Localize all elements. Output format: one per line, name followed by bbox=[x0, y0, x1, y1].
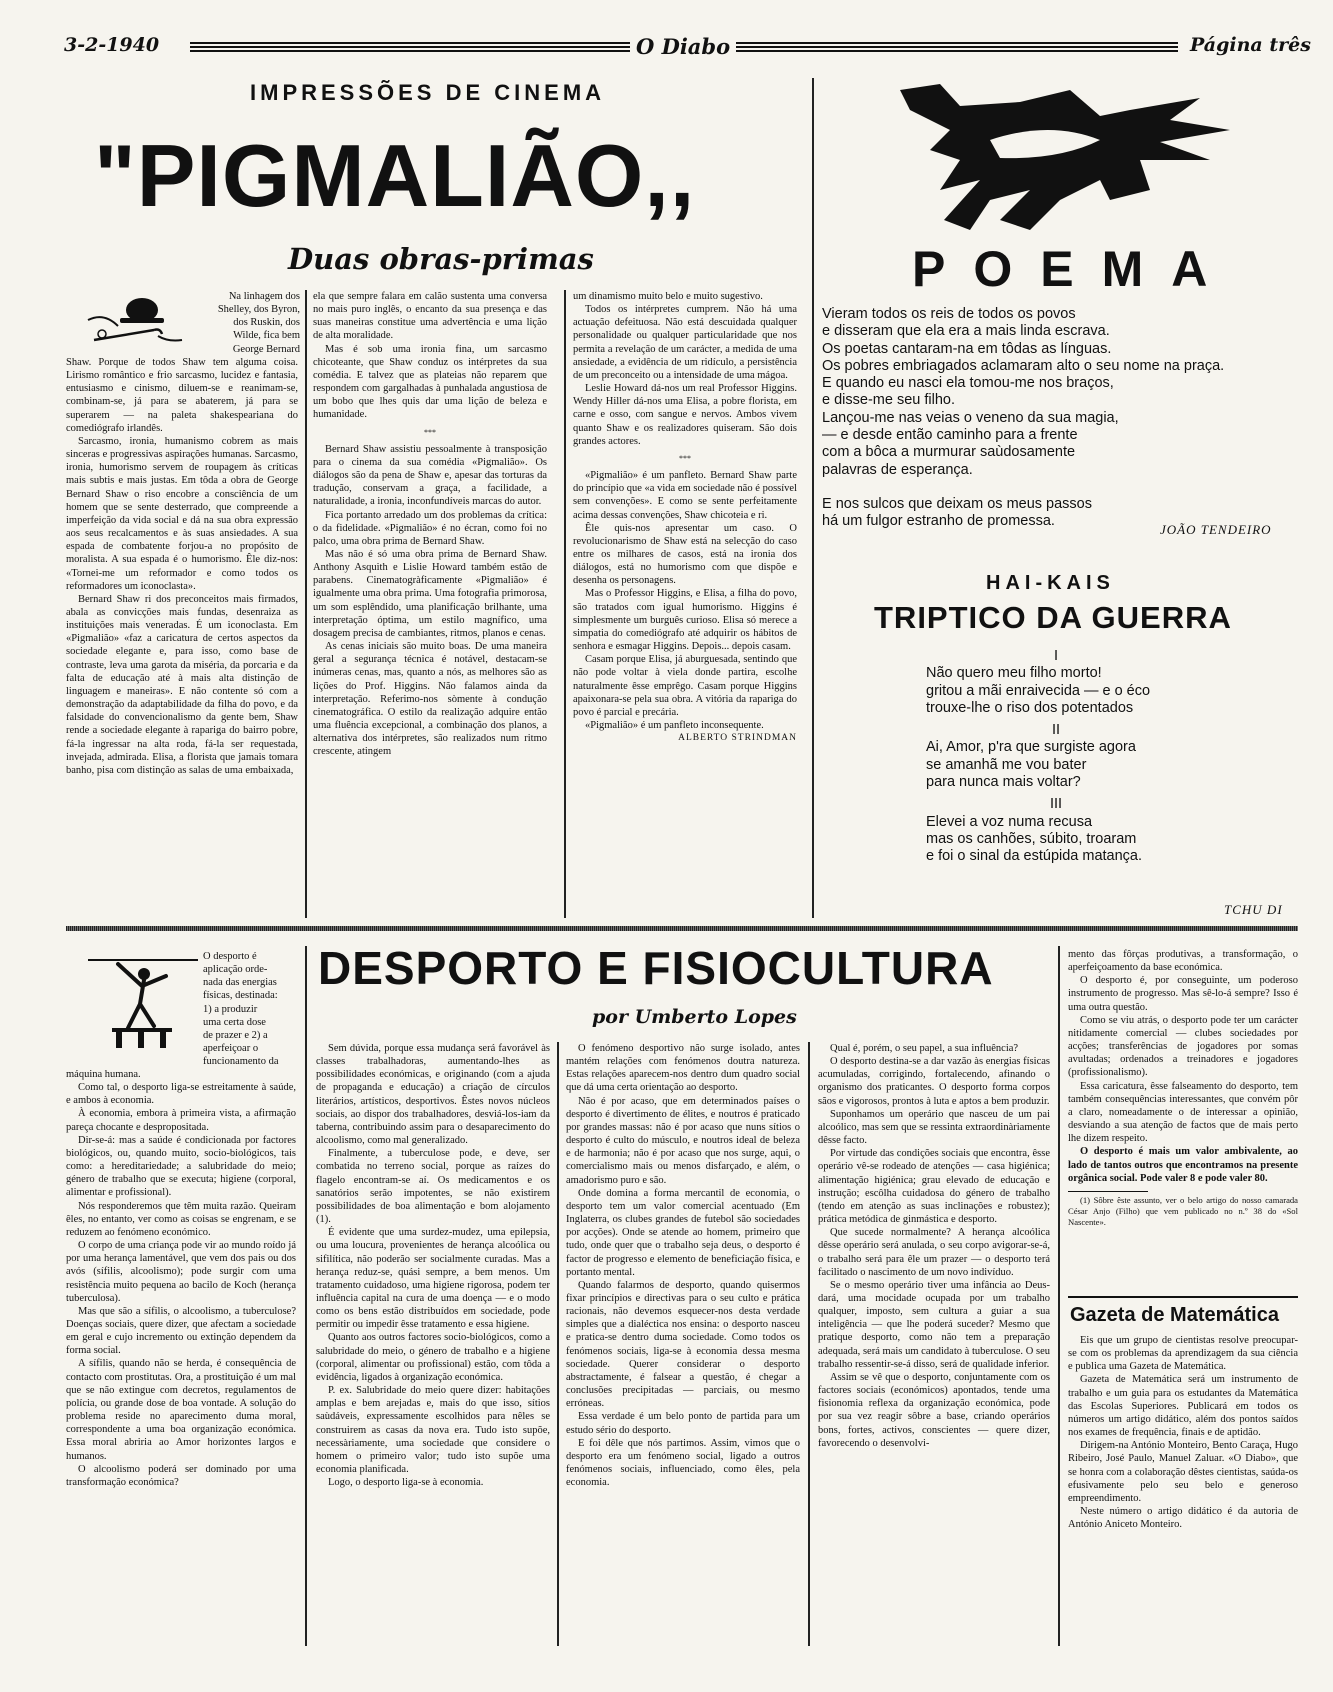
poem-line: E nos sulcos que deixam os meus passos bbox=[822, 495, 1092, 512]
lead-line: aperfeiçoar o bbox=[203, 1043, 259, 1055]
cinema-subtitle: Duas obras-primas bbox=[288, 242, 594, 276]
poem-line: Ai, Amor, p'ra que surgiste agora bbox=[926, 739, 1136, 756]
poem-line: e foi o sinal da estúpida matança. bbox=[926, 848, 1143, 865]
paragraph: Não é por acaso, que em determinados países o desporto é divertimento de élites, e noutros é praticado por grandes massas: não é por acaso que nuns sítios o desporto é culto do músculo, e noutros ideal de beleza e de harmonia; não é por acaso que nos surge, aqui, o comercialismo mais ou menos disfarçado, e além, o amadorismo puro e são. bbox=[566, 1095, 800, 1186]
cinema-column-3 bbox=[573, 290, 797, 918]
paragraph: Que sucede normalmente? A herança alcoólica dêsse operário será anulada, o seu corpo avigorar-se-á, o trabalho será para êle um prazer — o desporto terá facilitado o nascimento de um novo indivíduo. bbox=[818, 1227, 1050, 1278]
paragraph: O corpo de uma criança pode vir ao mundo roído já por uma herança lamentável, que vem dos pais ou dos avós (sífilis, alcoolismo); pode surgir com uma resistência muito pequena ao bacilo de Koch (herança tuberculosa). bbox=[66, 1240, 296, 1304]
lead-line: Wilde, fica bem bbox=[233, 330, 300, 342]
cinema-column-1 bbox=[66, 356, 298, 918]
column-divider bbox=[305, 946, 307, 1646]
paragraph: «Pigmalião» é um panfleto inconsequente. bbox=[585, 720, 764, 731]
column-divider bbox=[305, 290, 307, 918]
poema-title: POEMA bbox=[912, 241, 1236, 297]
desporto-byline: por Umberto Lopes bbox=[592, 1006, 797, 1028]
paragraph: Gazeta de Matemática será um instrumento de trabalho e um guia para os estudantes da Matemática das Escolas Superiores. Publicará em todos os números um artigo didático, além dos pontos saídos nos exames de frequência, finais e de aptidão. bbox=[1068, 1374, 1298, 1439]
paragraph: ela que sempre falara em calão sustenta uma conversa no mais puro inglês, o encanto da sua presença e das suas maneiras constitue uma advertência e uma lição de alta moralidade. bbox=[313, 291, 547, 342]
desporto-column-2 bbox=[316, 1042, 550, 1646]
haikai-number: I bbox=[1053, 648, 1059, 664]
paragraph: P. ex. Salubridade do meio quere dizer: habitações amplas e bem arejadas e, mais do que isso, sítios saùdáveis, expressamente escolhidos para nêles se construirem as casas da nova era. Tudo isto supõe, necessàriamente, uma sociedade que considere o homem o primeiro valor; tudo isto supõe uma economia planificada. bbox=[316, 1385, 550, 1475]
paragraph: máquina humana. bbox=[66, 1069, 141, 1080]
paragraph: Neste número o artigo didático é da autoria de António Aniceto Monteiro. bbox=[1068, 1506, 1298, 1531]
haikai-body bbox=[926, 648, 1226, 866]
poem-line: com a bôca a murmurar saùdosamente bbox=[822, 444, 1076, 461]
paragraph: O fenómeno desportivo não surge isolado, antes mantém relações com fenómenos doutra natureza. Estas relações aparecem-nos dentro dum quadro social que dá uma certa orientação ao desporto. bbox=[566, 1043, 800, 1094]
paragraph: É evidente que uma surdez-mudez, uma epilepsia, ou uma loucura, provenientes de herança alcoólica ou sifilítica, não poderão ser socialmente curadas. Mas a herança reduz-se, quási sempre, a bem menos. Um tratamento cuidadoso, uma higiene rigorosa, podem ter influência capital na cura de uma doença — e o modo como os bens estão distribuídos em sociedade, pode permitir ou impedir êsse tratamento e essa higiene. bbox=[316, 1227, 550, 1331]
separator: *** bbox=[679, 453, 691, 463]
hat-and-cane-illustration bbox=[84, 290, 194, 356]
gazeta-body bbox=[1068, 1334, 1298, 1646]
section-divider bbox=[66, 926, 1298, 931]
lead-line: dos Ruskin, dos bbox=[233, 317, 300, 329]
desporto-column-3 bbox=[566, 1042, 800, 1646]
header-rule-left bbox=[190, 42, 630, 44]
paragraph: Suponhamos um operário que nasceu de um pai alcoólico, mas sem que se ressinta extraordinàriamente dêsse facto. bbox=[818, 1108, 1050, 1147]
paragraph: E foi dêle que nós partimos. Assim, vimos que o desporto era um fenómeno social, ligado a outros fenómenos sociais, influenciado, como êles, pela economia. bbox=[566, 1437, 800, 1489]
paragraph: Essa caricatura, êsse falseamento do desporto, tem também consequências interessantes, que convém pôr a claro, nomeadamente o de interessar a opinião, desviando a sua atenção de factos que de mais perto lhe dizem respeito. bbox=[1068, 1080, 1298, 1145]
haikai-number: III bbox=[1049, 796, 1063, 813]
paragraph: O desporto é mais um valor ambivalente, ao lado de tantos outros que encontramos na presente orgânica social. Pode valer 8 e pode valer 80. bbox=[1068, 1146, 1298, 1184]
paragraph: «Pigmalião» é um panfleto. Bernard Shaw parte do princípio que «a vida em sociedade não é possível sem convenções». E como se sente perfeitamente acima dessas convenções, Shaw chicoteia e ri. bbox=[573, 470, 797, 521]
haikai-title: TRIPTICO DA GUERRA bbox=[874, 600, 1232, 635]
paragraph: Êle quis-nos apresentar um caso. O revolucionarismo de Shaw está na selecção do caso entre os milhares de casos, está na ironia dos diálogos, está no humorismo com que dispõe e desenha os personagens. bbox=[573, 522, 797, 587]
column-divider bbox=[808, 1042, 810, 1646]
paragraph: Quando falarmos de desporto, quando quisermos fixar princípios e directivas para o seu culto e prática racionais, não devemos esquecer-nos desta verdade simples que a dialéctica nos ensina: o desporto nasceu e pratica-se dentro duma sociedade. Como todos os fenómenos sociais, liga-se à economia dessa mesma sociedade. Querer considerar o desporto abstractamente, é falsear a questão, é chegar a conclusões precipitadas — parciais, ou mesmo erróneas. bbox=[566, 1279, 800, 1410]
poem-line: E quando eu nasci ela tomou-me nos braços, bbox=[822, 375, 1114, 392]
poem-line: e disseram que ela era a mais linda escrava. bbox=[822, 323, 1110, 340]
paragraph: Dir-se-á: mas a saúde é condicionada por factores biológicos, ou, quando muito, socio-biológicos, tais como: a hereditariedade; a salubridade do meio; género de trabalho que se executa; higiene (corporal, alimentar e profissional). bbox=[66, 1134, 296, 1199]
desporto-column-4 bbox=[818, 1042, 1050, 1646]
paragraph: Fica portanto arredado um dos problemas da crítica: o da fidelidade. «Pigmalião» é no écran, como foi no palco, uma obra prima de Bernard Shaw. bbox=[313, 509, 547, 547]
paragraph: Shaw. Porque de todos Shaw tem alguma coisa. Lirismo romântico e frio sarcasmo, lucidez e fantasia, entusiasmo e cinismo, diluem-se e reanimam-se, combinam-se, já para se abaterem, já para se superarem — na paleta shakespeariana do comediógrafo irlandês. bbox=[66, 357, 298, 434]
paragraph: Bernard Shaw assistiu pessoalmente à transposição para o cinema da sua comédia «Pigmalião». Os diálogos são da pena de Shaw e, apesar das torturas da tradução, conservam a graça, a facilidade, a naturalidade, a ironia, inconfundíveis marcas do autor. bbox=[313, 443, 547, 508]
masthead: O Diabo bbox=[636, 34, 731, 59]
separator: *** bbox=[424, 427, 436, 437]
cinema-column-1-lead bbox=[200, 290, 300, 356]
paragraph: Qual é, porém, o seu papel, a sua influência? bbox=[830, 1043, 1019, 1054]
paragraph: O desporto destina-se a dar vazão às energias físicas acumuladas, corrigindo, fortalecendo, afinando o organismo dos praticantes. O desporto forma corpos sãos e vigorosos, prontos à luta e aptos a bem produzir. bbox=[818, 1056, 1050, 1107]
lead-line: O desporto é bbox=[203, 951, 257, 962]
paragraph: Finalmente, a tuberculose pode, e deve, ser combatida no terreno social, porque as raízes do flagelo encontram-se aí. Os medicamentos e os sanatórios serão impotentes, se não existirem possibilidades de boa alimentação e bom alojamento (1). bbox=[316, 1148, 550, 1226]
poem-line: gritou a mãi enraivecida — e o éco bbox=[926, 682, 1151, 699]
paragraph: O desporto é, por conseguinte, um poderoso instrumento de progresso. Mas sê-lo-á sempre? Isso é uma outra questão. bbox=[1068, 975, 1298, 1013]
paragraph: Leslie Howard dá-nos um real Professor Higgins. Wendy Hiller dá-nos uma Elisa, a pobre florista, em carne e osso, com sangue e nervos. Ambos vivem quanto Shaw e os realizadores quiseram. São dois grandes actores. bbox=[573, 383, 797, 447]
poema-body bbox=[822, 306, 1224, 531]
desporto-column-5 bbox=[1068, 948, 1298, 1288]
paragraph: A sífilis, quando não se herda, é consequência de contacto com prostitutas. Ora, a prostituição é um mal que se não extingue com decretos, regulamentos de polícia, ou grande dose de boa vontade. A solução do problema reside no aparecimento duma moral, correspondente a uma boa organização económica. Essa moral abriria ao Amor horizontes largos e humanos. bbox=[66, 1358, 296, 1462]
paragraph: À economia, embora à primeira vista, a afirmação pareça chocante e despropositada. bbox=[66, 1108, 296, 1133]
paragraph: Se o mesmo operário tiver uma infância ao Deus-dará, uma mocidade ocupada por um trabalho qualquer, imposto, sem cultura a guiar a sua inteligência — que lhe poderá suceder? Mesmo que pratique desporto, como não tem a preparação adequada, será mais um candidato à tuberculose. O seu trabalho ressentir-se-á disso, será de qualidade inferior. bbox=[818, 1279, 1050, 1370]
page-number: Página três bbox=[1190, 34, 1311, 56]
paragraph: Como se viu atrás, o desporto pode ter um carácter nitidamente comercial — clubes sociedades por acções; transferências de jogadores por somas avultadas; ordenados a treinadores e jogadores (profissionalismo). bbox=[1068, 1014, 1298, 1079]
poem-line: se amanhã me vou bater bbox=[926, 756, 1087, 773]
poem-line: — e desde então caminho para a frente bbox=[822, 427, 1078, 444]
cinema-title: "PIGMALIÃO,, bbox=[94, 126, 696, 225]
paragraph: Assim se vê que o desporto, conjuntamente com os factores sociais (económicos) apontados, tende uma fisionomia reflexa da organização económica, pode por sua vez reagir sôbre a base, criando operários bons, fortes, activos, conscientes — quere dizer, favorecendo o desenvolvi- bbox=[818, 1371, 1050, 1449]
haikai-author: TCHU DI bbox=[1224, 902, 1283, 917]
athlete-javelin-illustration bbox=[88, 950, 198, 1050]
lead-line: Na linhagem dos bbox=[228, 291, 300, 302]
haikai-kicker: HAI-KAIS bbox=[986, 572, 1115, 594]
lead-line: uma certa dose bbox=[203, 1016, 266, 1028]
lead-line: aplicação orde- bbox=[203, 964, 268, 976]
paragraph: Todos os intérpretes cumprem. Não há uma actuação defeituosa. Não está descuidada qualquer personalidade ou qualquer particularidade que nos permita a revelação de um carácter, a medida de uma ansiedade, a evidência de um ridículo, a persistência de um preconceito ou a intensidade de uma mágoa. bbox=[573, 304, 797, 381]
poem-line: Lançou-me nas veias o veneno da sua magia, bbox=[822, 409, 1119, 426]
poem-line: e disse-me seu filho. bbox=[822, 392, 955, 409]
desporto-title: DESPORTO E FISIOCULTURA bbox=[318, 942, 994, 994]
footnote: (1) Sôbre êste assunto, ver o belo artigo do nosso camarada César Anjo (Filho) que vem publicado no n.º 38 do «Sol Nascente». bbox=[1068, 1194, 1298, 1227]
column-divider bbox=[564, 290, 566, 918]
paragraph: Sarcasmo, ironia, humanismo cobrem as mais sinceras e progressivas aspirações humanas. Sarcasmo, ironia, humorismo servem de roupagem às críticas mais subtis e mais justas. Em tôda a obra de George Bernard Shaw o riso encobre a consciência de um homem que se sente desterrado, que compreende a imperfeição da vida social e dá na sua obra expressão aos seus recalcamentos e às suas ansiedades. A sua espada de combatente forjou-a no propósito de moralista. A sua espada é o humorismo. Êle diz-nos: «Tornei-me um reformador e como todos os reformadores um iconoclasta». bbox=[66, 435, 298, 592]
paragraph: Onde domina a forma mercantil de economia, o desporto tem um valor comercial acentuado (Em Inglaterra, os clubes grandes de futebol são sociedades por acções). Onde se atende ao homem, primeiro que tudo, onde quer que o trabalho seja deus, o desporto é factor de progresso e elemento de beneficiação física, e portanto mental. bbox=[566, 1187, 800, 1278]
page-date: 3-2-1940 bbox=[64, 34, 160, 56]
column-divider bbox=[557, 1042, 559, 1646]
poem-line: há um fulgor estranho de promessa. bbox=[822, 513, 1055, 530]
paragraph: Mas o Professor Higgins, e Elisa, a filha do povo, são tratados com igual humorismo. Higgins é simplesmente um burguês curioso. Elisa só merece a simpatia do comediógrafo até adquirir os hábitos de senhora e esmagar Higgins. Depois... depois casam. bbox=[573, 588, 797, 653]
poem-line: para nunca mais voltar? bbox=[926, 774, 1081, 791]
poem-line: trouxe-lhe o riso dos potentados bbox=[926, 699, 1134, 716]
paragraph: mento das fôrças produtivas, a transformação, o aperfeiçoamento da base económica. bbox=[1068, 949, 1298, 974]
paragraph: Mas é sob uma ironia fina, um sarcasmo chicoteante, que Shaw conduz os intérpretes da sua comédia. E talvez que as plateias não reparem que respondem com gargalhadas à punhalada angustiosa de um bobo que lhes quis dar uma lição de beleza e humanidade. bbox=[313, 343, 547, 421]
cinema-kicker: IMPRESSÕES DE CINEMA bbox=[250, 80, 606, 105]
lead-line: 1) a produzir bbox=[203, 1003, 258, 1015]
poem-line: Não quero meu filho morto! bbox=[926, 665, 1102, 682]
column-divider bbox=[1058, 946, 1060, 1646]
lead-line: físicas, destinada: bbox=[203, 990, 278, 1002]
poem-line: Os poetas cantaram-na em tôdas as línguas. bbox=[822, 340, 1112, 357]
column-divider bbox=[812, 78, 814, 918]
cinema-column-2 bbox=[313, 290, 547, 918]
poem-line: mas os canhões, súbito, troaram bbox=[926, 830, 1137, 847]
winged-horse-illustration bbox=[900, 80, 1230, 240]
lead-line: George Bernard bbox=[232, 343, 300, 355]
paragraph: Quanto aos outros factores socio-biológicos, como a salubridade do meio, o género de trabalho e a higiene (corporal, alimentar ou profissional) estão, com tôda a evidência, ligados à organização económica. bbox=[316, 1332, 550, 1383]
haikai-number: II bbox=[1051, 722, 1061, 739]
poem-line: palavras de esperança. bbox=[822, 461, 973, 478]
paragraph: O alcoolismo poderá ser dominado por uma transformação económica? bbox=[66, 1463, 296, 1488]
lead-line: funcionamento da bbox=[203, 1056, 279, 1068]
paragraph: Bernard Shaw ri dos preconceitos mais firmados, abala as convicções mais fundas, desenraiza as instituições mais veneradas. É um iconoclasta. Em «Pigmalião» «faz a caricatura de certos aspectos da sociedade elegante e, para isso, como base de contraste, leva uma garota da miséria, da porcaria e da falta de educação até à mais alta distinção de linguagem e maneiras». E não contente só com a demonstração da adaptabilidade da filha do povo, e da falsidade do convencionalismo da gente bem, Shaw rende a sociedade elegante à rapariga do bairro pobre, fá-la ingressar na alta roda, fá-la ser requestada, invejada, admirada. Elisa, a florista que jamais tomara banho, pisa com distinção as salas de uma embaixada, bbox=[66, 593, 298, 776]
paragraph: Nós responderemos que têm muita razão. Queiram êles, no entanto, ver como as coisas se engrenam, e se reduzem ao fenómeno económico. bbox=[66, 1200, 296, 1238]
paragraph: Essa verdade é um belo ponto de partida para um estudo sério do desporto. bbox=[566, 1411, 800, 1436]
lead-line: de prazer e 2) a bbox=[203, 1029, 268, 1041]
desporto-column-1 bbox=[66, 1068, 296, 1644]
paragraph: um dinamismo muito belo e muito sugestivo. bbox=[573, 291, 763, 302]
cinema-signature: ALBERTO STRINDMAN bbox=[678, 733, 797, 744]
lead-line: nada das energias bbox=[203, 977, 277, 989]
gazeta-title: Gazeta de Matemática bbox=[1070, 1304, 1279, 1326]
header-rule-right bbox=[736, 42, 1178, 44]
poem-line: Os pobres embriagados aclamaram alto o seu nome na praça. bbox=[822, 357, 1225, 374]
poema-author: JOÃO TENDEIRO bbox=[1160, 522, 1272, 537]
gazeta-box-rule bbox=[1068, 1296, 1298, 1298]
paragraph: Por virtude das condições sociais que encontra, êsse operário vê-se rodeado de atenções — casa higiénica; alimentação higiénica; grau elevado de educação e instrução; escôlha cuidadosa do género de trabalho (tendo em atenção as suas inclinações e robustez); prática metódica de ginmástica e desporto. bbox=[818, 1148, 1050, 1226]
paragraph: Eis que um grupo de cientistas resolve preocupar-se com os problemas da aprendizagem da sua ciência e publica uma Gazeta de Matemática. bbox=[1068, 1335, 1298, 1373]
desporto-lead bbox=[203, 950, 295, 1068]
paragraph: Logo, o desporto liga-se à economia. bbox=[328, 1477, 484, 1489]
paragraph: Mas que são a sífilis, o alcoolismo, a tuberculose? Doenças sociais, quere dizer, que afectam a sociedade em geral e cujo incremento ou extinção dependem da forma social. bbox=[66, 1305, 296, 1357]
paragraph: Como tal, o desporto liga-se estreitamente à saúde, e ambos à economia. bbox=[66, 1082, 296, 1107]
paragraph: Mas não é só uma obra prima de Bernard Shaw. Anthony Asquith e Lislie Howard também estão de parabens. Cinematogràficamente «Pigmalião» é igualmente uma obra prima. Uma fotografia primorosa, um som esplêndido, uma planificação brilhante, uma interpretação óptima, um estilo magnífico, uma dosagem precisa de cambiantes, ritmos, planos e cenas. bbox=[313, 548, 547, 639]
lead-line: Shelley, dos Byron, bbox=[217, 304, 300, 316]
paragraph: Sem dúvida, porque essa mudança será favorável às classes trabalhadoras, aumentando-lhes as possibilidades económicas, e originando (com a ajuda de propaganda e educação) a criação de círculos literários, artísticos, desportivos. Êstes novos núcleos sociais, ao dispor dos trabalhadores, desviá-los-iam da taberna, contribuindo assim para o desaparecimento do alcoolismo, como mal generalizado. bbox=[316, 1043, 550, 1147]
paragraph: Dirigem-na António Monteiro, Bento Caraça, Hugo Ribeiro, José Paulo, Manuel Zaluar. «O Diabo», que se honra com a colaboração dêstes cientistas, saúda-os efusivamente pelo seu belo e generoso empreendimento. bbox=[1068, 1440, 1298, 1504]
poem-line: Elevei a voz numa recusa bbox=[926, 813, 1093, 830]
poem-line: Vieram todos os reis de todos os povos bbox=[822, 306, 1076, 322]
footnote-rule bbox=[1068, 1191, 1148, 1192]
paragraph: Casam porque Elisa, já aburguesada, sentindo que não pode voltar à viela donde partira, escolhe naturalmente êsse emprêgo. Casam porque Higgins apaixonara-se pela sua obra. A vitória da rapariga do povo é parcial e precária. bbox=[573, 654, 797, 718]
paragraph: As cenas iniciais são muito boas. De uma maneira geral a segurança técnica é notável, destacam-se inúmeras cenas, mas, quanto a nós, as melhores são as lições do Prof. Higgins. Não falamos ainda da interpretação. Referimo-nos sòmente à condução cinematográfica. O estilo da realização adquire então uma fluência excepcional, a combinação dos planos, a alternativa dos intérpretes, são realizados num ritmo crescente, atingem bbox=[313, 641, 547, 758]
